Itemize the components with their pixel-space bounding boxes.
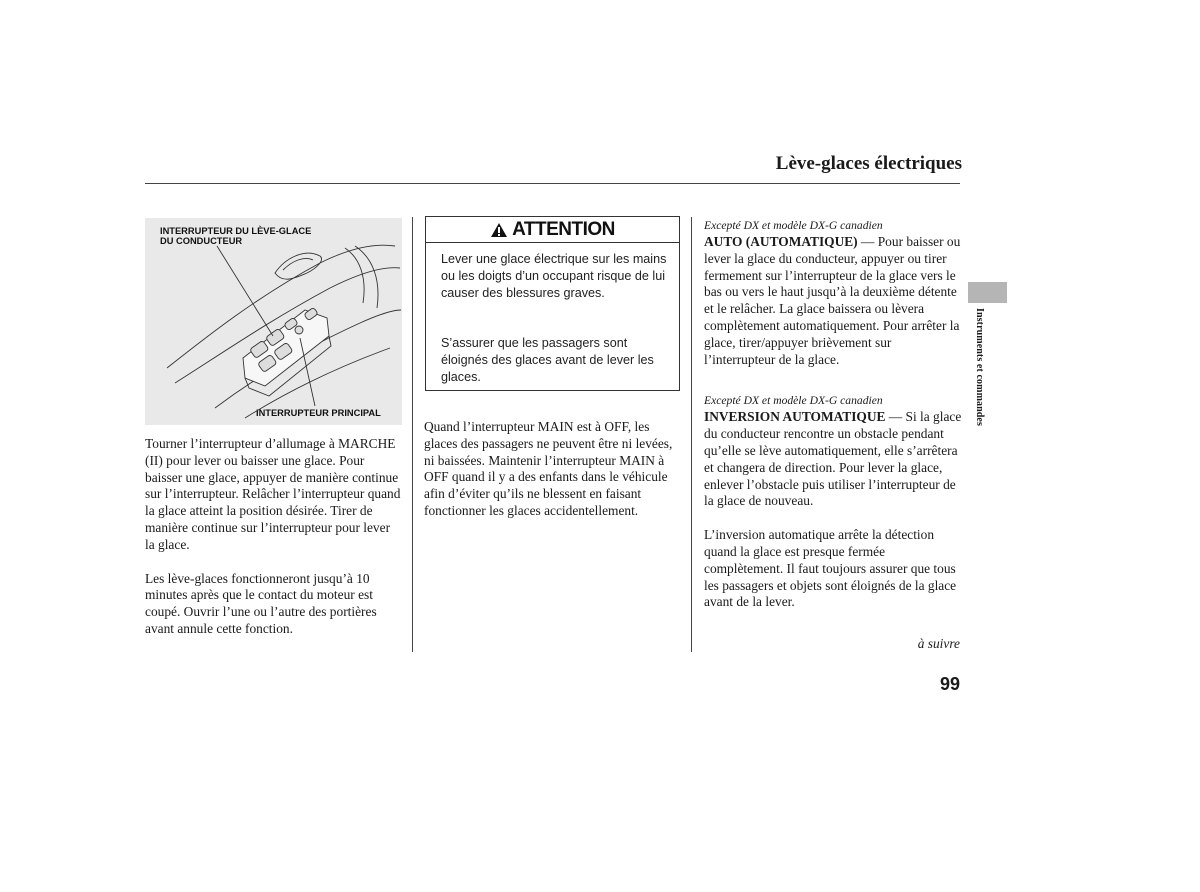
inversion-heading: INVERSION AUTOMATIQUE [704,409,886,425]
inversion-paragraph [704,409,962,510]
model-caption-2: Excepté DX et modèle DX-G canadien [704,394,883,408]
inversion-body: — Si la glace du conducteur rencontre un obstacle pendant qu’elle se lève automatiquement, elle s’arrêtera et changera de direction. Pour lever la glace, enlever l’obstacle puis utiliser l’interrupteur de la glace de nouveau. [704,409,962,509]
column-divider-left [412,217,413,652]
auto-paragraph [704,234,962,368]
auto-body: — Pour baisser ou lever la glace du conducteur, appuyer ou tirer fermement sur l’interrupteur de la glace vers le bas ou vers le haut jusqu’à la deuxième détente et le relâcher. La glace baissera ou lèvera complètement automatiquement. Pour arrêter la glace, tirer/appuyer brièvement sur l’interrupteur de la glace. [704,234,961,367]
page-number: 99 [939,674,960,694]
detection-paragraph: L’inversion automatique arrête la détection quand la glace est presque fermée complètement. Il faut toujours assurer que tous les passagers et objets sont éloignés de la glace avant de la lever. [704,527,957,610]
main-switch-label: INTERRUPTEUR PRINCIPAL [256,408,381,418]
page-title: Lève-glaces électriques [775,153,962,174]
driver-switch-label: INTERRUPTEUR DU LÈVE-GLACE DU CONDUCTEUR [160,226,312,246]
auto-heading: AUTO (AUTOMATIQUE) [704,234,858,249]
middle-column [424,419,682,520]
header-rule [145,183,960,184]
attention-box [425,216,680,391]
right-column [704,219,962,611]
left-column [145,436,403,638]
section-tab [968,282,1007,303]
attention-text-1: Lever une glace électrique sur les mains ou les doigts d’un occupant risque de lui causer des blessures graves. [441,252,667,300]
column-divider-right [691,217,692,652]
attention-text-2: S’assurer que les passagers sont éloignés des glaces avant de lever les glaces. [441,336,654,384]
main-switch-paragraph: Quand l’interrupteur MAIN est à OFF, les glaces des passagers ne peuvent être ni levées, ni baissées. Maintenir l’interrupteur MAIN à OFF quand il y a des enfants dans le véhicule afin d’éviter qu’ils ne blessent en faisant fonctionner les glaces accidentellement. [424,419,673,518]
timer-paragraph: Les lève-glaces fonctionneront jusqu’à 10 minutes après que le contact du moteur est coupé. Ouvrir l’une ou l’autre des portières avant annule cette fonction. [145,570,377,636]
attention-header [426,217,679,243]
window-switch-illustration [145,218,402,425]
ignition-paragraph: Tourner l’interrupteur d’allumage à MARCHE (II) pour lever ou baisser une glace. Pour baisser une glace, appuyer de manière continue sur l’interrupteur. Relâcher l’interrupteur quand la glace atteint la position désirée. Tirer de manière continue sur l’interrupteur pour lever la glace. [145,436,401,552]
attention-word: ATTENTION [512,218,615,240]
warning-icon [490,222,508,238]
continued-note: à suivre [917,636,960,651]
door-panel-drawing [145,218,402,425]
side-section-label: Instruments et commandes [974,308,985,426]
model-caption-1: Excepté DX et modèle DX-G canadien [704,219,883,232]
